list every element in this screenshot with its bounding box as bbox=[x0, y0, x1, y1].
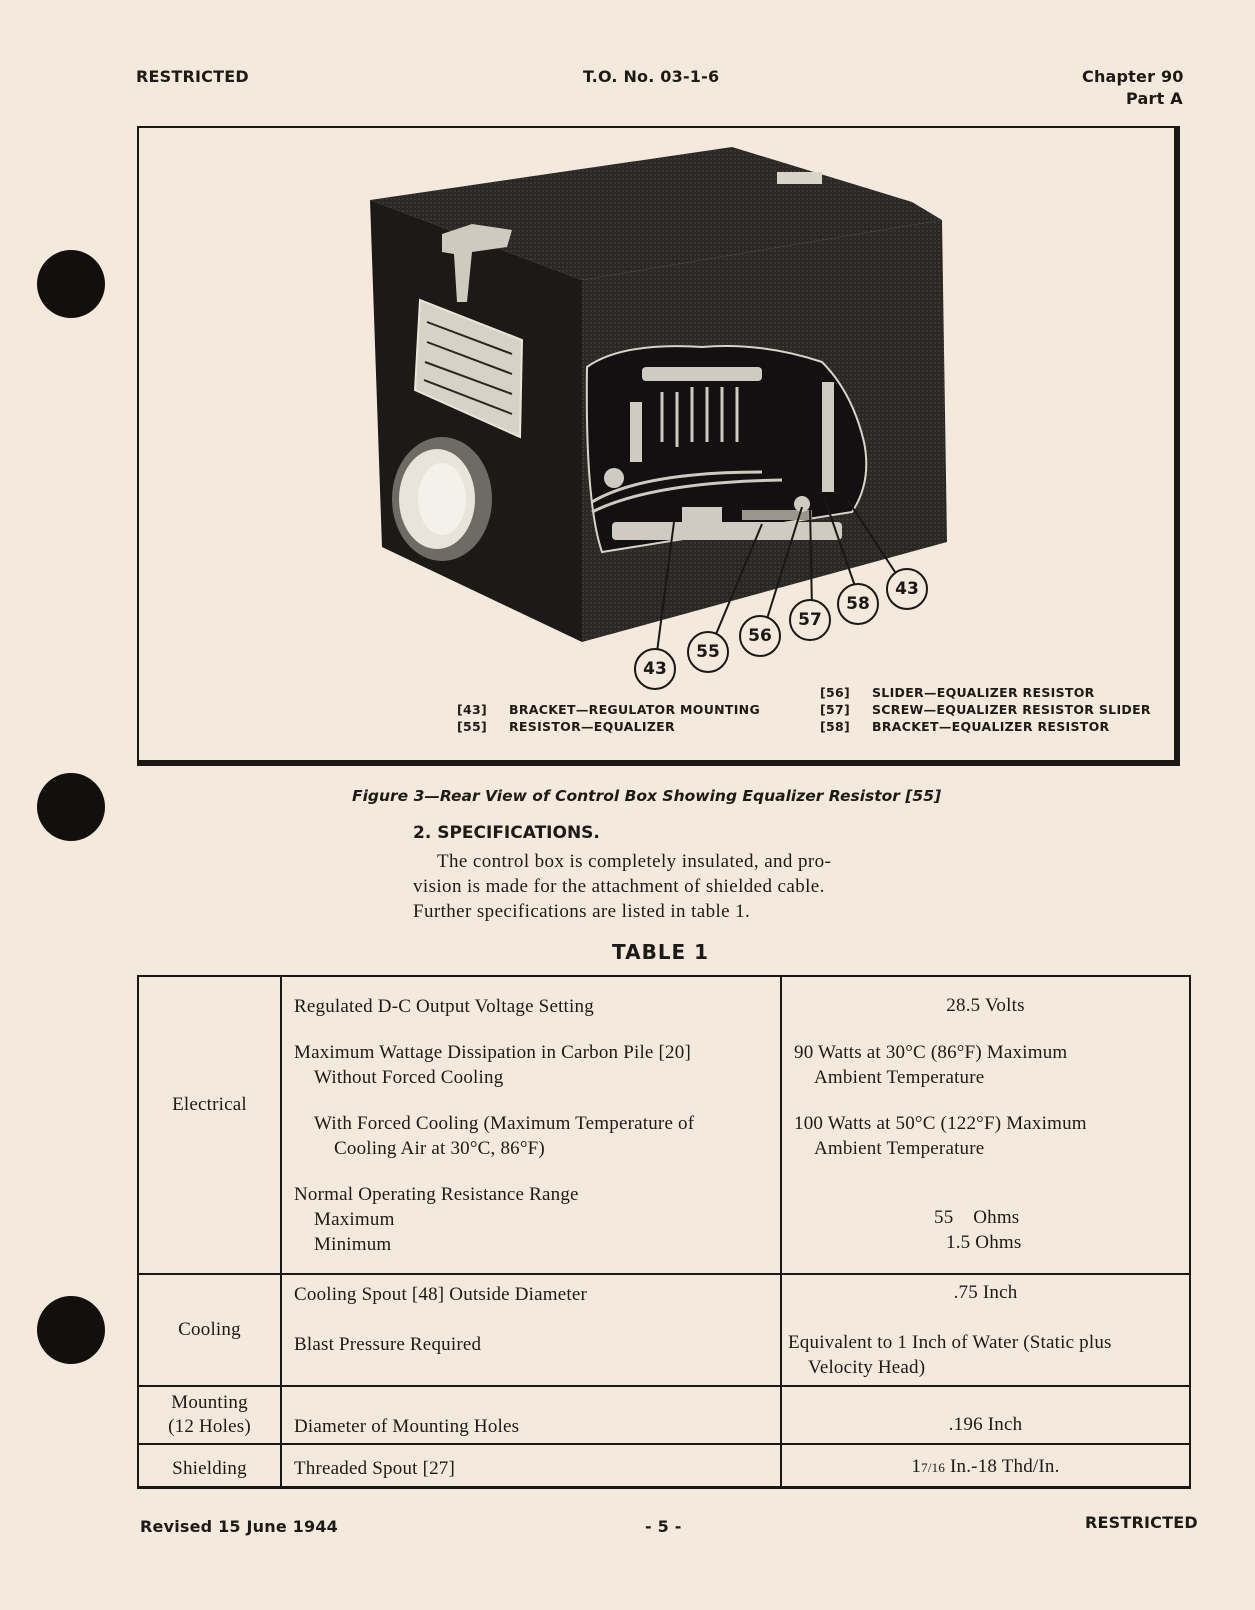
spec-value: 28.5 Volts bbox=[946, 995, 1025, 1016]
callout-43-right: 43 bbox=[886, 568, 928, 610]
spec-value: .196 Inch bbox=[948, 1414, 1023, 1435]
header-to-number: T.O. No. 03-1-6 bbox=[583, 67, 720, 86]
footer-page-number: - 5 - bbox=[645, 1517, 682, 1536]
spec-item: With Forced Cooling (Maximum Temperature of bbox=[314, 1113, 695, 1134]
spec-value: Equivalent to 1 Inch of Water (Static plus bbox=[788, 1332, 1112, 1353]
table-title: TABLE 1 bbox=[612, 940, 710, 964]
category-electrical: Electrical bbox=[172, 1094, 247, 1115]
spec-item: Cooling Spout [48] Outside Diameter bbox=[294, 1284, 588, 1305]
spec-item: Without Forced Cooling bbox=[314, 1067, 504, 1088]
spec-value: 55 Ohms bbox=[934, 1207, 1020, 1228]
spec-item: Maximum Wattage Dissipation in Carbon Pile [20] bbox=[294, 1042, 691, 1063]
callout-58: 58 bbox=[837, 583, 879, 625]
footer-classification: RESTRICTED bbox=[1085, 1513, 1198, 1532]
spec-value: Ambient Temperature bbox=[814, 1138, 985, 1159]
binder-hole-middle bbox=[37, 773, 105, 841]
category-mounting-holes: (12 Holes) bbox=[168, 1416, 251, 1437]
section-title: 2. SPECIFICATIONS. bbox=[413, 823, 600, 843]
column-divider bbox=[780, 977, 782, 1486]
footer-revised: Revised 15 June 1944 bbox=[140, 1517, 339, 1536]
spec-value-threaded-spout: 17/16 In.-18 Thd/In. bbox=[911, 1456, 1060, 1477]
spec-table bbox=[137, 975, 1191, 1489]
category-mounting: Mounting bbox=[171, 1392, 248, 1413]
callout-56: 56 bbox=[739, 615, 781, 657]
spec-item: Cooling Air at 30°C, 86°F) bbox=[334, 1138, 545, 1159]
callout-43-left: 43 bbox=[634, 648, 676, 690]
legend-item-43: [43] BRACKET—REGULATOR MOUNTING bbox=[457, 702, 761, 717]
callout-55: 55 bbox=[687, 631, 729, 673]
legend-item-56: [56] SLIDER—EQUALIZER RESISTOR bbox=[820, 685, 1095, 700]
figure-caption: Figure 3—Rear View of Control Box Showing Equalizer Resistor [55] bbox=[352, 787, 942, 805]
legend-item-57: [57] SCREW—EQUALIZER RESISTOR SLIDER bbox=[820, 702, 1151, 717]
spec-item: Regulated D-C Output Voltage Setting bbox=[294, 996, 594, 1017]
row-divider bbox=[139, 1443, 1189, 1445]
spec-value: Ambient Temperature bbox=[814, 1067, 985, 1088]
spec-value: 1.5 Ohms bbox=[946, 1232, 1022, 1253]
binder-hole-top bbox=[37, 250, 105, 318]
paragraph-line: The control box is completely insulated, and pro- bbox=[437, 851, 832, 872]
spec-item: Maximum bbox=[314, 1209, 395, 1230]
spec-value: 100 Watts at 50°C (122°F) Maximum bbox=[794, 1113, 1087, 1134]
column-divider bbox=[280, 977, 282, 1486]
paragraph-line: Further specifications are listed in table 1. bbox=[413, 901, 751, 922]
spec-item: Minimum bbox=[314, 1234, 392, 1255]
spec-item: Diameter of Mounting Holes bbox=[294, 1416, 520, 1437]
callout-57: 57 bbox=[789, 599, 831, 641]
figure-frame bbox=[137, 126, 1180, 766]
spec-value: 90 Watts at 30°C (86°F) Maximum bbox=[794, 1042, 1068, 1063]
legend-item-58: [58] BRACKET—EQUALIZER RESISTOR bbox=[820, 719, 1110, 734]
spec-item: Threaded Spout [27] bbox=[294, 1458, 456, 1479]
legend-item-55: [55] RESISTOR—EQUALIZER bbox=[457, 719, 675, 734]
binder-hole-bottom bbox=[37, 1296, 105, 1364]
paragraph-line: vision is made for the attachment of shielded cable. bbox=[413, 876, 825, 897]
header-classification: RESTRICTED bbox=[136, 67, 249, 86]
spec-value: Velocity Head) bbox=[808, 1357, 926, 1378]
category-cooling: Cooling bbox=[178, 1319, 241, 1340]
category-shielding: Shielding bbox=[172, 1458, 247, 1479]
spec-item: Blast Pressure Required bbox=[294, 1334, 482, 1355]
row-divider bbox=[139, 1273, 1189, 1275]
row-divider bbox=[139, 1385, 1189, 1387]
header-chapter: Chapter 90 bbox=[1082, 67, 1184, 86]
spec-item: Normal Operating Resistance Range bbox=[294, 1184, 579, 1205]
spec-value: .75 Inch bbox=[953, 1282, 1018, 1303]
section-paragraph bbox=[413, 849, 913, 924]
header-part: Part A bbox=[1126, 89, 1183, 108]
